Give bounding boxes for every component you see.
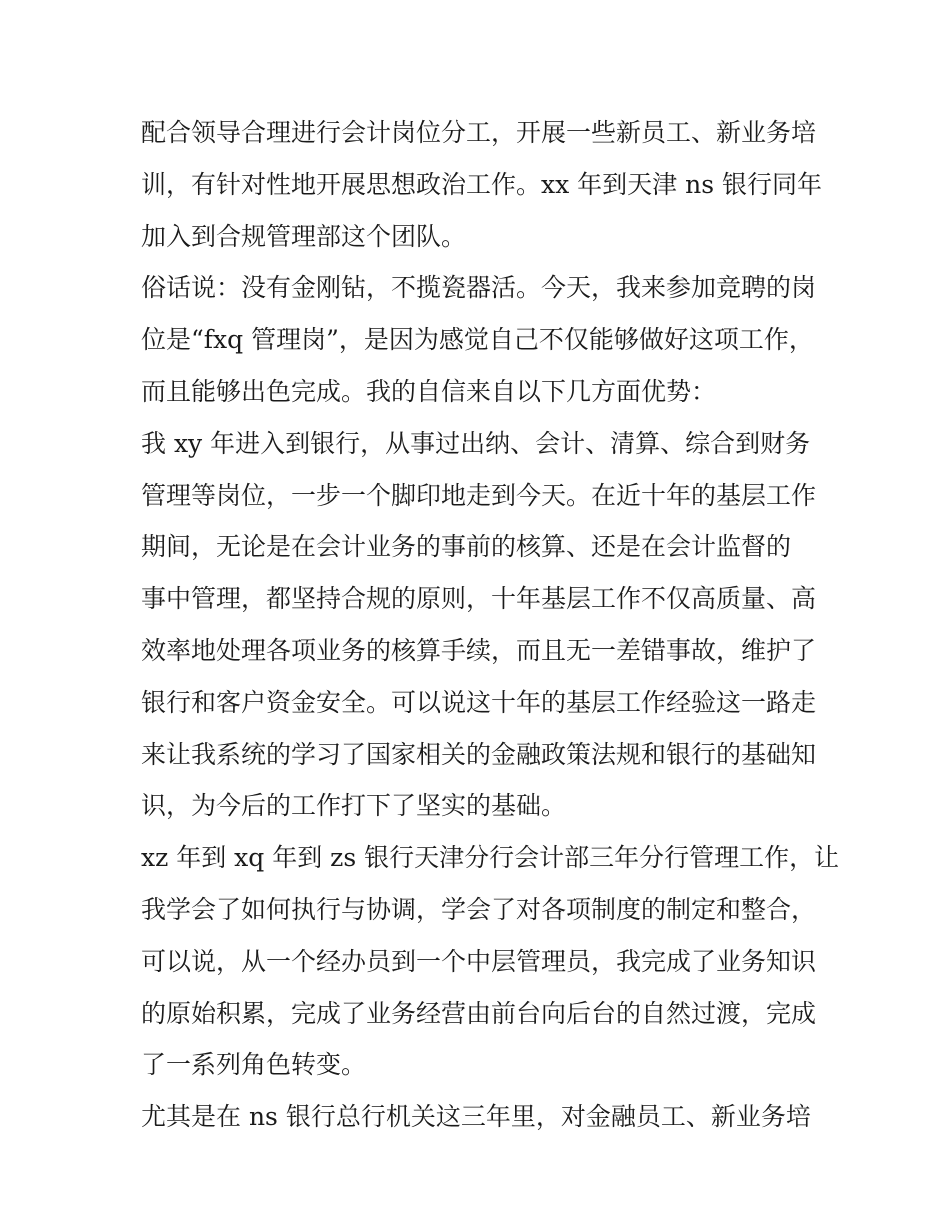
text-line: 期间，无论是在会计业务的事前的核算、还是在会计监督的 xyxy=(141,532,792,562)
text-line: 来让我系统的学习了国家相关的金融政策法规和银行的基础知 xyxy=(141,739,817,769)
document-body xyxy=(141,107,840,1143)
text-line: 训，有针对性地开展思想政治工作。xx 年到天津 ns 银行同年 xyxy=(141,169,822,199)
text-line: 事中管理，都坚持合规的原则，十年基层工作不仅高质量、高 xyxy=(141,584,817,614)
text-line: 尤其是在 ns 银行总行机关这三年里，对金融员工、新业务培 xyxy=(141,1102,811,1132)
text-line: 可以说，从一个经办员到一个中层管理员，我完成了业务知识 xyxy=(141,946,817,976)
text-line: 配合领导合理进行会计岗位分工，开展一些新员工、新业务培 xyxy=(141,118,817,147)
text-line: 俗话说：没有金刚钻，不揽瓷器活。今天，我来参加竞聘的岗 xyxy=(141,273,817,303)
text-line: 效率地处理各项业务的核算手续，而且无一差错事故，维护了 xyxy=(141,635,817,665)
text-line: 识，为今后的工作打下了坚实的基础。 xyxy=(141,791,567,821)
text-line: xz 年到 xq 年到 zs 银行天津分行会计部三年分行管理工作，让 xyxy=(141,843,840,873)
text-line: 位是“fxq 管理岗”，是因为感觉自己不仅能够做好这项工作， xyxy=(141,325,814,355)
text-line: 管理等岗位，一步一个脚印地走到今天。在近十年的基层工作 xyxy=(141,480,817,510)
text-line: 我 xy 年进入到银行，从事过出纳、会计、清算、综合到财务 xyxy=(141,428,811,458)
text-line: 加入到合规管理部这个团队。 xyxy=(141,221,467,251)
text-line: 的原始积累，完成了业务经营由前台向后台的自然过渡，完成 xyxy=(141,998,817,1028)
text-line: 了一系列角色转变。 xyxy=(141,1050,367,1080)
text-line: 银行和客户资金安全。可以说这十年的基层工作经验这一路走 xyxy=(141,687,817,717)
text-line: 我学会了如何执行与协调，学会了对各项制度的制定和整合， xyxy=(141,894,817,924)
text-line: 而且能够出色完成。我的自信来自以下几方面优势： xyxy=(141,376,717,406)
